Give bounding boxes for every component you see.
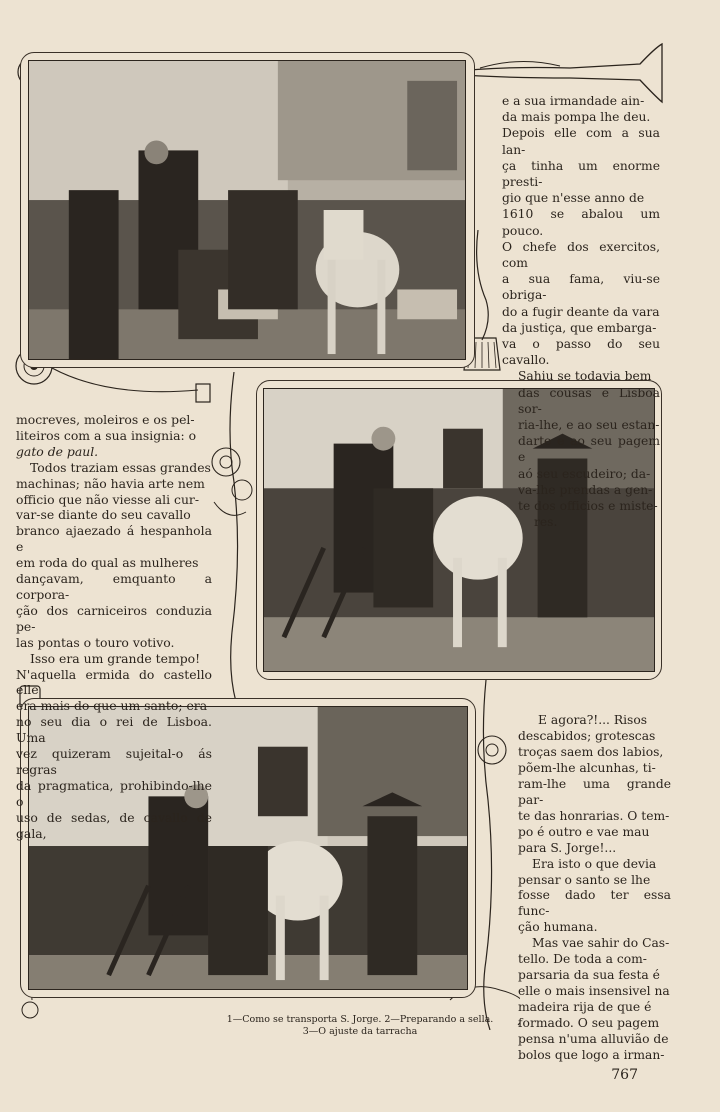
text-line: liteiros com a sua insignia: o (16, 427, 197, 443)
text-line: te dos officios e miste- (518, 499, 658, 514)
text-line: machinas; não havia arte nem (16, 475, 205, 491)
text-line: branco ajaezado á hespanhola e (16, 523, 212, 555)
text-line: E agora?!... Risos (538, 713, 648, 727)
text-line: ção dos carniceiros conduzia pe- (16, 602, 212, 634)
text-line: mocreves, moleiros e os pel- (16, 412, 195, 427)
text-line: Mas vae sahir do Cas- (532, 936, 670, 951)
text-line: elle o mais insensivel na (518, 984, 670, 999)
text-line: troças saem dos labios, (518, 744, 664, 759)
text-line: te das honrarias. O tem- (518, 808, 670, 823)
text-line: da pragmatica, prohibindo-lhe o (16, 777, 212, 809)
text-line: fosse dado ter essa func- (518, 888, 671, 919)
page-number: 767 (611, 1067, 638, 1083)
text-line: pensa n'uma alluvião de (518, 1032, 669, 1047)
text-line: Era isto o que devia (532, 856, 657, 871)
text-line: aó seu escudeiro; da- (518, 466, 651, 481)
text-line: Sahiu se todavia bem (518, 369, 652, 384)
text-line: ção humana. (518, 920, 598, 935)
text-line: po é outro e vae mau (518, 824, 650, 839)
text-line: 1610 se abalou um pouco. (502, 207, 660, 238)
text-line: officio que não viesse ali cur- (16, 491, 200, 507)
caption-line-1: 1—Como se transporta S. Jorge. 2—Preparando a sella. (226, 1014, 494, 1025)
text-line: e a sua irmandade ain- (502, 94, 645, 108)
text-line: ria-lhe, e ao seu estan- (518, 418, 660, 433)
text-line: uso de sedas, de cavallo de gala, (16, 809, 212, 841)
text-line: ça tinha um enorme presti- (502, 158, 660, 190)
text-line: pensar o santo se lhe (518, 872, 651, 887)
text-line: Todos traziam essas grandes (30, 459, 211, 475)
text-line: va o passo do seu cavallo. (502, 337, 660, 368)
text-line: da mais pompa lhe deu. (502, 110, 651, 125)
text-line: Isso era um grande tempo! (30, 650, 201, 666)
text-line: darte e ao seu pagem e (518, 434, 660, 465)
text-line: no seu dia o rei de Lisboa. Uma (16, 714, 212, 746)
text-line: era mais do que um santo; era (16, 698, 208, 714)
text-line: parsaria da sua festa é (518, 968, 660, 983)
text-line: ram-lhe uma grande par- (518, 776, 671, 807)
article-text-top-right (502, 93, 660, 530)
text-line: gato de paul. (16, 443, 99, 459)
text-line: põem-lhe alcunhas, ti- (518, 760, 656, 775)
text-line: las pontas o touro votivo. (16, 634, 175, 650)
text-line: formado. O seu pagem (518, 1016, 660, 1031)
text-line: madeira rija de que é (518, 1000, 652, 1015)
text-line: N'aquella ermida do castello elle (16, 666, 212, 698)
text-line: res. (534, 515, 558, 530)
text-line: dançavam, emquanto a corpora- (16, 571, 212, 602)
text-line: bolos que logo a irman- (518, 1048, 665, 1063)
text-line: O chefe dos exercitos, com (502, 239, 660, 271)
text-line: Depois elle com a sua lan- (502, 126, 660, 157)
text-line: descabidos; grotescas (518, 728, 656, 743)
text-line: em roda do qual as mulheres (16, 555, 199, 571)
text-line: var-se diante do seu cavallo (16, 507, 191, 523)
text-line: da justiça, que embarga- (502, 320, 657, 335)
photo-1 (28, 60, 466, 360)
figure-caption (0, 1014, 720, 1038)
text-line: do a fugir deante da vara (502, 304, 660, 319)
text-line: das cousas e Lisboa sor- (518, 385, 660, 416)
text-line: vez quizeram sujeital-o ás regras (16, 746, 212, 777)
caption-line-2: 3—O ajuste da tarracha (302, 1026, 418, 1037)
text-line: tello. De toda a com- (518, 952, 647, 967)
text-line: va-lhe prendas a gen- (518, 482, 653, 497)
article-text-bottom-right (518, 713, 671, 1064)
text-line: gio que n'esse anno de (502, 191, 645, 206)
text-line: a sua fama, viu-se obriga- (502, 272, 660, 303)
text-line: para S. Jorge!... (518, 840, 617, 855)
article-text-left-mid (16, 412, 212, 841)
